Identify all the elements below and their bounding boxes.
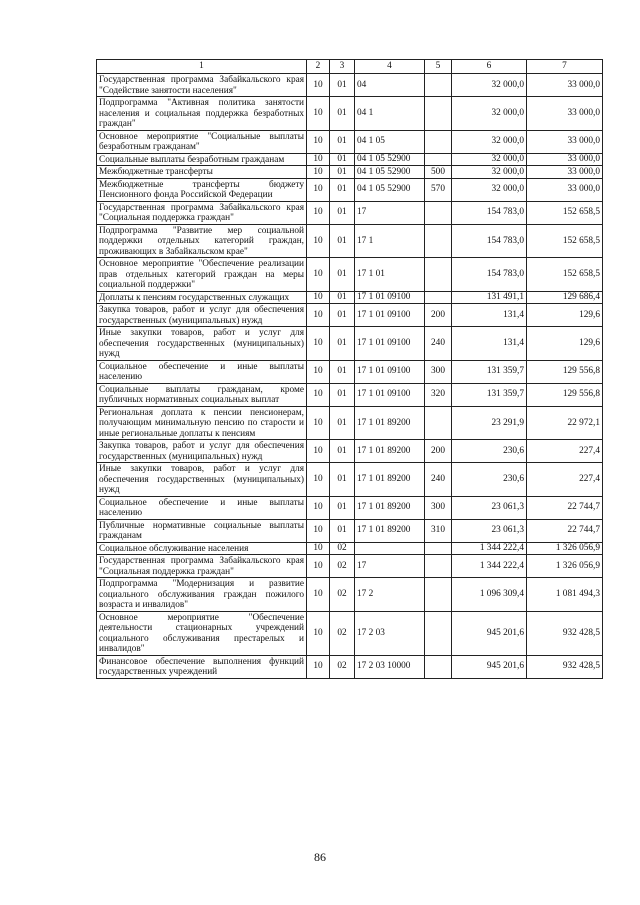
section-code-cell: 10 <box>307 406 330 440</box>
target-article-cell: 04 1 05 52900 <box>355 178 425 201</box>
subsection-code-cell: 01 <box>330 166 355 179</box>
table-row <box>97 406 603 440</box>
subsection-code-cell: 01 <box>330 519 355 542</box>
amount-year2-cell: 152 658,5 <box>527 224 603 258</box>
section-code-cell: 10 <box>307 201 330 224</box>
amount-year1-cell: 230,6 <box>452 463 527 497</box>
table-row <box>97 383 603 406</box>
subsection-code-cell: 01 <box>330 406 355 440</box>
subsection-code-cell: 01 <box>330 383 355 406</box>
row-name-cell: Подпрограмма "Активная политика занятости населения и социальная поддержка безработных граждан" <box>97 97 307 131</box>
amount-year2-cell: 33 000,0 <box>527 178 603 201</box>
subsection-code-cell: 01 <box>330 74 355 97</box>
expense-type-cell: 200 <box>425 304 452 327</box>
target-article-cell: 17 1 01 89200 <box>355 463 425 497</box>
target-article-cell: 17 1 01 09100 <box>355 304 425 327</box>
row-name-cell: Закупка товаров, работ и услуг для обеспечения государственных (муниципальных) нужд <box>97 440 307 463</box>
row-name-cell: Подпрограмма "Модернизация и развитие социального обслуживания граждан пожилого возраста и инвалидов" <box>97 578 307 612</box>
row-name-cell: Социальные выплаты гражданам, кроме публичных нормативных социальных выплат <box>97 383 307 406</box>
table-row <box>97 496 603 519</box>
row-name-cell: Социальное обеспечение и иные выплаты населению <box>97 496 307 519</box>
expense-type-cell: 200 <box>425 440 452 463</box>
section-code-cell: 10 <box>307 97 330 131</box>
amount-year2-cell: 33 000,0 <box>527 97 603 131</box>
row-name-cell: Региональная доплата к пенсии пенсионерам, получающим минимальную пенсию по старости и иные региональные доплаты к пенсиям <box>97 406 307 440</box>
amount-year2-cell: 33 000,0 <box>527 153 603 166</box>
amount-year2-cell: 1 326 056,9 <box>527 542 603 555</box>
amount-year1-cell: 131,4 <box>452 327 527 361</box>
expense-type-cell <box>425 74 452 97</box>
amount-year1-cell: 131,4 <box>452 304 527 327</box>
amount-year2-cell: 33 000,0 <box>527 166 603 179</box>
subsection-code-cell: 02 <box>330 542 355 555</box>
amount-year2-cell: 129 556,8 <box>527 360 603 383</box>
amount-year1-cell: 32 000,0 <box>452 74 527 97</box>
subsection-code-cell: 02 <box>330 655 355 678</box>
amount-year1-cell: 230,6 <box>452 440 527 463</box>
amount-year1-cell: 131 491,1 <box>452 291 527 304</box>
amount-year1-cell: 1 096 309,4 <box>452 578 527 612</box>
subsection-code-cell: 01 <box>330 224 355 258</box>
subsection-code-cell: 02 <box>330 555 355 578</box>
expense-type-cell: 240 <box>425 463 452 497</box>
target-article-cell: 17 <box>355 555 425 578</box>
row-name-cell: Социальные выплаты безработным гражданам <box>97 153 307 166</box>
row-name-cell: Межбюджетные трансферты <box>97 166 307 179</box>
subsection-code-cell: 01 <box>330 360 355 383</box>
table-row <box>97 291 603 304</box>
target-article-cell: 17 2 03 10000 <box>355 655 425 678</box>
amount-year1-cell: 32 000,0 <box>452 178 527 201</box>
target-article-cell: 17 1 01 89200 <box>355 406 425 440</box>
section-code-cell: 10 <box>307 655 330 678</box>
row-name-cell: Подпрограмма "Развитие мер социальной поддержки отдельных категорий граждан, проживающих в Забайкальском крае" <box>97 224 307 258</box>
amount-year2-cell: 129 686,4 <box>527 291 603 304</box>
target-article-cell: 04 1 05 52900 <box>355 166 425 179</box>
expense-type-cell: 300 <box>425 360 452 383</box>
section-code-cell: 10 <box>307 153 330 166</box>
row-name-cell: Основное мероприятие "Социальные выплаты безработным гражданам" <box>97 130 307 153</box>
expense-type-cell: 240 <box>425 327 452 361</box>
target-article-cell: 17 1 <box>355 224 425 258</box>
expense-type-cell <box>425 153 452 166</box>
table-row <box>97 304 603 327</box>
amount-year2-cell: 22 744,7 <box>527 519 603 542</box>
amount-year2-cell: 22 972,1 <box>527 406 603 440</box>
header-cell: 6 <box>452 60 527 74</box>
subsection-code-cell: 01 <box>330 463 355 497</box>
row-name-cell: Социальное обслуживание населения <box>97 542 307 555</box>
table-row <box>97 440 603 463</box>
amount-year1-cell: 23 291,9 <box>452 406 527 440</box>
subsection-code-cell: 01 <box>330 178 355 201</box>
page-number: 86 <box>314 850 326 864</box>
row-name-cell: Основное мероприятие "Обеспечение реализации прав отдельных категорий граждан на меры социальной поддержки" <box>97 258 307 292</box>
table-row <box>97 611 603 655</box>
expense-type-cell <box>425 406 452 440</box>
expense-type-cell: 300 <box>425 496 452 519</box>
table-row <box>97 130 603 153</box>
table-row <box>97 327 603 361</box>
row-name-cell: Государственная программа Забайкальского края "Содействие занятости населения" <box>97 74 307 97</box>
section-code-cell: 10 <box>307 166 330 179</box>
target-article-cell: 17 1 01 89200 <box>355 519 425 542</box>
section-code-cell: 10 <box>307 611 330 655</box>
table-row <box>97 519 603 542</box>
target-article-cell: 17 1 01 09100 <box>355 291 425 304</box>
expense-type-cell: 310 <box>425 519 452 542</box>
section-code-cell: 10 <box>307 130 330 153</box>
table-row <box>97 74 603 97</box>
amount-year2-cell: 33 000,0 <box>527 74 603 97</box>
expense-type-cell <box>425 611 452 655</box>
header-cell: 4 <box>355 60 425 74</box>
section-code-cell: 10 <box>307 178 330 201</box>
expense-type-cell <box>425 224 452 258</box>
table-body <box>97 60 603 679</box>
expense-type-cell <box>425 655 452 678</box>
amount-year1-cell: 131 359,7 <box>452 383 527 406</box>
expense-type-cell <box>425 542 452 555</box>
budget-table-page <box>96 59 602 679</box>
target-article-cell: 17 1 01 <box>355 258 425 292</box>
section-code-cell: 10 <box>307 291 330 304</box>
section-code-cell: 10 <box>307 496 330 519</box>
target-article-cell: 17 1 01 09100 <box>355 360 425 383</box>
table-row <box>97 542 603 555</box>
subsection-code-cell: 01 <box>330 130 355 153</box>
row-name-cell: Государственная программа Забайкальского края "Социальная поддержка граждан" <box>97 201 307 224</box>
expense-type-cell: 500 <box>425 166 452 179</box>
section-code-cell: 10 <box>307 440 330 463</box>
amount-year1-cell: 945 201,6 <box>452 655 527 678</box>
row-name-cell: Иные закупки товаров, работ и услуг для обеспечения государственных (муниципальных) нужд <box>97 327 307 361</box>
expense-type-cell <box>425 555 452 578</box>
amount-year1-cell: 32 000,0 <box>452 153 527 166</box>
header-row <box>97 60 603 74</box>
expense-type-cell <box>425 258 452 292</box>
subsection-code-cell: 02 <box>330 578 355 612</box>
target-article-cell: 17 1 01 89200 <box>355 440 425 463</box>
row-name-cell: Доплаты к пенсиям государственных служащих <box>97 291 307 304</box>
section-code-cell: 10 <box>307 519 330 542</box>
expense-type-cell <box>425 201 452 224</box>
section-code-cell: 10 <box>307 258 330 292</box>
table-row <box>97 360 603 383</box>
target-article-cell: 17 2 <box>355 578 425 612</box>
header-cell: 2 <box>307 60 330 74</box>
header-cell: 5 <box>425 60 452 74</box>
amount-year2-cell: 129,6 <box>527 304 603 327</box>
amount-year1-cell: 945 201,6 <box>452 611 527 655</box>
table-row <box>97 258 603 292</box>
amount-year1-cell: 131 359,7 <box>452 360 527 383</box>
amount-year1-cell: 32 000,0 <box>452 97 527 131</box>
subsection-code-cell: 01 <box>330 258 355 292</box>
row-name-cell: Государственная программа Забайкальского края "Социальная поддержка граждан" <box>97 555 307 578</box>
amount-year1-cell: 32 000,0 <box>452 130 527 153</box>
section-code-cell: 10 <box>307 555 330 578</box>
subsection-code-cell: 01 <box>330 97 355 131</box>
section-code-cell: 10 <box>307 383 330 406</box>
target-article-cell: 17 1 01 89200 <box>355 496 425 519</box>
expense-type-cell <box>425 578 452 612</box>
amount-year2-cell: 932 428,5 <box>527 611 603 655</box>
amount-year2-cell: 22 744,7 <box>527 496 603 519</box>
table-row <box>97 555 603 578</box>
amount-year1-cell: 154 783,0 <box>452 224 527 258</box>
row-name-cell: Закупка товаров, работ и услуг для обеспечения государственных (муниципальных) нужд <box>97 304 307 327</box>
header-cell: 1 <box>97 60 307 74</box>
section-code-cell: 10 <box>307 463 330 497</box>
expense-type-cell: 570 <box>425 178 452 201</box>
section-code-cell: 10 <box>307 327 330 361</box>
section-code-cell: 10 <box>307 224 330 258</box>
table-row <box>97 201 603 224</box>
table-row <box>97 153 603 166</box>
target-article-cell: 17 1 01 09100 <box>355 383 425 406</box>
row-name-cell: Межбюджетные трансферты бюджету Пенсионного фонда Российской Федерации <box>97 178 307 201</box>
target-article-cell: 17 2 03 <box>355 611 425 655</box>
amount-year1-cell: 154 783,0 <box>452 258 527 292</box>
target-article-cell: 17 1 01 09100 <box>355 327 425 361</box>
expense-type-cell <box>425 130 452 153</box>
amount-year1-cell: 32 000,0 <box>452 166 527 179</box>
expense-type-cell: 320 <box>425 383 452 406</box>
amount-year2-cell: 129 556,8 <box>527 383 603 406</box>
amount-year2-cell: 152 658,5 <box>527 258 603 292</box>
amount-year1-cell: 1 344 222,4 <box>452 542 527 555</box>
amount-year1-cell: 154 783,0 <box>452 201 527 224</box>
section-code-cell: 10 <box>307 304 330 327</box>
header-cell: 7 <box>527 60 603 74</box>
target-article-cell: 04 1 05 52900 <box>355 153 425 166</box>
amount-year2-cell: 129,6 <box>527 327 603 361</box>
amount-year2-cell: 227,4 <box>527 440 603 463</box>
amount-year2-cell: 932 428,5 <box>527 655 603 678</box>
header-cell: 3 <box>330 60 355 74</box>
expense-type-cell <box>425 291 452 304</box>
row-name-cell: Основное мероприятие "Обеспечение деятельности стационарных учреждений социального обслуживания престарелых и инвалидов" <box>97 611 307 655</box>
amount-year1-cell: 23 061,3 <box>452 496 527 519</box>
subsection-code-cell: 01 <box>330 327 355 361</box>
target-article-cell: 17 <box>355 201 425 224</box>
table-row <box>97 178 603 201</box>
section-code-cell: 10 <box>307 542 330 555</box>
table-row <box>97 97 603 131</box>
amount-year2-cell: 152 658,5 <box>527 201 603 224</box>
subsection-code-cell: 01 <box>330 153 355 166</box>
subsection-code-cell: 01 <box>330 201 355 224</box>
table-row <box>97 463 603 497</box>
subsection-code-cell: 01 <box>330 496 355 519</box>
row-name-cell: Публичные нормативные социальные выплаты гражданам <box>97 519 307 542</box>
table-row <box>97 578 603 612</box>
target-article-cell: 04 1 <box>355 97 425 131</box>
row-name-cell: Социальное обеспечение и иные выплаты населению <box>97 360 307 383</box>
amount-year2-cell: 1 326 056,9 <box>527 555 603 578</box>
row-name-cell: Финансовое обеспечение выполнения функций государственных учреждений <box>97 655 307 678</box>
subsection-code-cell: 01 <box>330 291 355 304</box>
subsection-code-cell: 02 <box>330 611 355 655</box>
table-row <box>97 224 603 258</box>
section-code-cell: 10 <box>307 74 330 97</box>
expense-type-cell <box>425 97 452 131</box>
budget-table <box>96 59 603 679</box>
target-article-cell <box>355 542 425 555</box>
subsection-code-cell: 01 <box>330 440 355 463</box>
amount-year2-cell: 227,4 <box>527 463 603 497</box>
amount-year1-cell: 1 344 222,4 <box>452 555 527 578</box>
amount-year2-cell: 1 081 494,3 <box>527 578 603 612</box>
subsection-code-cell: 01 <box>330 304 355 327</box>
table-row <box>97 655 603 678</box>
target-article-cell: 04 1 05 <box>355 130 425 153</box>
table-row <box>97 166 603 179</box>
amount-year2-cell: 33 000,0 <box>527 130 603 153</box>
row-name-cell: Иные закупки товаров, работ и услуг для обеспечения государственных (муниципальных) нужд <box>97 463 307 497</box>
amount-year1-cell: 23 061,3 <box>452 519 527 542</box>
section-code-cell: 10 <box>307 578 330 612</box>
target-article-cell: 04 <box>355 74 425 97</box>
section-code-cell: 10 <box>307 360 330 383</box>
